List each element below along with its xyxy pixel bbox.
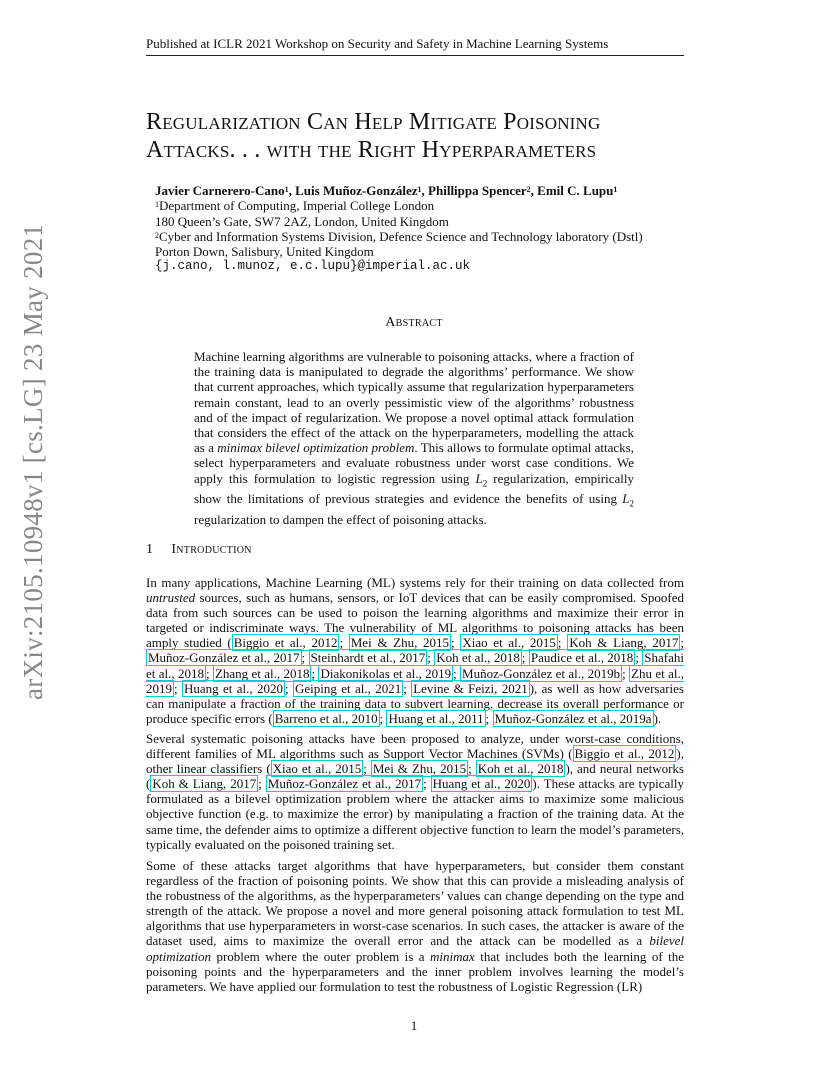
citation-link[interactable]: Biggio et al., 2012: [233, 635, 338, 651]
affiliation-2: $^2$Cyber and Information Systems Division, Defence Science and Technology laboratory (Dstl): [155, 228, 643, 244]
citation-link[interactable]: Mei & Zhu, 2015: [372, 761, 467, 777]
paper-title: [146, 108, 706, 164]
running-header: Published at ICLR 2021 Workshop on Security and Safety in Machine Learning Systems: [146, 36, 609, 51]
citation-link[interactable]: Levine & Feizi, 2021: [413, 680, 528, 696]
citation-link[interactable]: Muñoz-González et al., 2019b: [462, 665, 621, 681]
intro-paragraph-2: Several systematic poisoning attacks have been proposed to analyze, under worst-case conditions, different families of ML algorithms such as Support Vector Machines (SVMs) ( Biggio et al., 2012 ), other linear classifiers ( Xiao et al., 2015 ; Mei & Zhu, 2015 ; Koh et al., 2018 ), and neural networks ( Koh & Liang, 2017 ; Muñoz-González et al., 2017 ; Huang et al., 2020 ). These attacks are typically formulated as a bilevel optimization problem where the attacker aims to maximize some malicious objective function (e.g. to maximize the error) by manipulating a fraction of the training data. At the same time, the defender aims to optimize a different objective function to learn the model’s parameters, typically evaluated on the poisoned training set.: [146, 731, 684, 852]
header-rule: [146, 55, 684, 56]
section-number: 1: [146, 542, 154, 557]
abstract-heading: Abstract: [385, 315, 443, 330]
citation-link[interactable]: Koh et al., 2018: [436, 650, 520, 666]
arxiv-identifier: arXiv:2105.10948v1 [cs.LG] 23 May 2021: [18, 223, 48, 700]
citation-link[interactable]: Muñoz-González et al., 2017: [267, 776, 422, 792]
author-block: [155, 183, 715, 275]
author-3: Phillippa Spencer: [428, 183, 527, 198]
citation-link[interactable]: Koh & Liang, 2017: [569, 635, 679, 651]
citation-link[interactable]: Muñoz-González et al., 2017: [148, 650, 300, 666]
citation-link[interactable]: Huang et al., 2020: [183, 680, 283, 696]
citation-link[interactable]: Zhu et al., 2019: [146, 665, 684, 696]
affiliation-1: $^1$Department of Computing, Imperial College London: [155, 198, 435, 214]
arxiv-sidebar: [18, 223, 54, 700]
citation-link[interactable]: Koh et al., 2018: [477, 761, 564, 777]
citation-link[interactable]: Koh & Liang, 2017: [152, 776, 257, 792]
title-line-2: Attacks. . . with the Right Hyperparameters: [146, 137, 597, 163]
author-1: Javier Carnerero-Cano: [155, 183, 285, 198]
author-4: Emil C. Lupu: [537, 183, 614, 198]
abstract-text: Machine learning algorithms are vulnerable to poisoning attacks, where a fraction of the training data is manipulated to degrade the algorithms’ performance. We show that current approaches, which typically assume that regularization hyperparameters remain constant, lead to an overly pessimistic view of the algorithms’ robustness and of the impact of regularization. We propose a novel optimal attack formulation that considers the effect of the attack on the hyperparameters, modelling the attack as a minimax bilevel optimization problem. This allows to formulate optimal attacks, select hyperparameters and evaluate robustness under worst case conditions. We apply this formulation to logistic regression using $L_2$ regularization, empirically show the limitations of previous strategies and evidence the benefits of using $L_2$ regularization to dampen the effect of poisoning attacks.: [194, 349, 635, 528]
affiliation-2-address: Porton Down, Salisbury, United Kingdom: [155, 244, 374, 260]
citation-link[interactable]: Huang et al., 2020: [432, 776, 531, 792]
citation-link[interactable]: Barreno et al., 2010: [274, 710, 378, 726]
intro-paragraph-1: In many applications, Machine Learning (ML) systems rely for their training on data collected from untrusted sources, such as humans, sensors, or IoT devices that can be easily compromised. Spoofed data from such sources can be used to poison the learning algorithms and maximize their error in targeted or indiscriminate ways. The vulnerability of ML algorithms to poisoning attacks has been amply studied ( Biggio et al., 2012 ; Mei & Zhu, 2015 ; Xiao et al., 2015 ; Koh & Liang, 2017 ; Muñoz-González et al., 2017 ; Steinhardt et al., 2017 ; Koh et al., 2018 ; Paudice et al., 2018 ; Shafahi et al., 2018 ; Zhang et al., 2018 ; Diakonikolas et al., 2019 ; Muñoz-González et al., 2019b ; Zhu et al., 2019 ; Huang et al., 2020 ; Geiping et al., 2021 ; Levine & Feizi, 2021 ), as well as how adversaries can manipulate a fraction of the training data to subvert learning, decrease its overall performance or produce specific errors ( Barreno et al., 2010 ; Huang et al., 2011 ; Muñoz-González et al., 2019a ).: [146, 575, 684, 726]
citation-link[interactable]: Shafahi et al., 2018: [146, 650, 684, 681]
intro-paragraph-3: Some of these attacks target algorithms that have hyperparameters, but consider them constant regardless of the fraction of poisoning points. We show that this can provide a misleading analysis of the robustness of the algorithms, as the hyperparameters’ values can change depending on the type and strength of the attack. We propose a novel and more general poisoning attack formulation to test ML algorithms that use hyperparameters in worst-case scenarios. In such cases, the attacker is aware of the dataset used, aims to maximize the overall error and the attack can be modelled as a bilevel optimization problem where the outer problem is a minimax that includes both the learning of the poisoning points and the hyperparameters and the inner problem involves learning the model’s parameters. We have applied our formulation to test the robustness of Logistic Regression (LR): [146, 858, 684, 994]
citation-link[interactable]: Steinhardt et al., 2017: [310, 650, 426, 666]
citation-link[interactable]: Mei & Zhu, 2015: [350, 635, 450, 651]
citation-link[interactable]: Muñoz-González et al., 2019a: [494, 710, 652, 726]
citation-link[interactable]: Geiping et al., 2021: [294, 680, 402, 696]
author-2: Luis Muñoz-González: [295, 183, 418, 198]
citation-link[interactable]: Biggio et al., 2012: [574, 746, 675, 762]
citation-link[interactable]: Zhang et al., 2018: [214, 665, 310, 681]
page-number: 1: [410, 1018, 418, 1033]
title-line-1: Regularization Can Help Mitigate Poisoning: [146, 109, 601, 135]
affiliation-1-address: 180 Queen’s Gate, SW7 2AZ, London, United Kingdom: [155, 213, 449, 229]
citation-link[interactable]: Paudice et al., 2018: [530, 650, 634, 666]
citation-link[interactable]: Xiao et al., 2015: [462, 635, 556, 651]
section-heading-introduction: [146, 542, 252, 558]
citation-link[interactable]: Huang et al., 2011: [388, 710, 484, 726]
section-title: Introduction: [171, 542, 252, 557]
author-emails: {j.cano, l.munoz, e.c.lupu}@imperial.ac.uk: [155, 259, 471, 274]
citation-link[interactable]: Xiao et al., 2015: [272, 761, 362, 777]
citation-link[interactable]: Diakonikolas et al., 2019: [320, 665, 452, 681]
author-names: Javier Carnerero-Cano$^1$, Luis Muñoz-González$^1$, Phillippa Spencer$^2$, Emil C. Lupu$^1$: [155, 183, 618, 198]
